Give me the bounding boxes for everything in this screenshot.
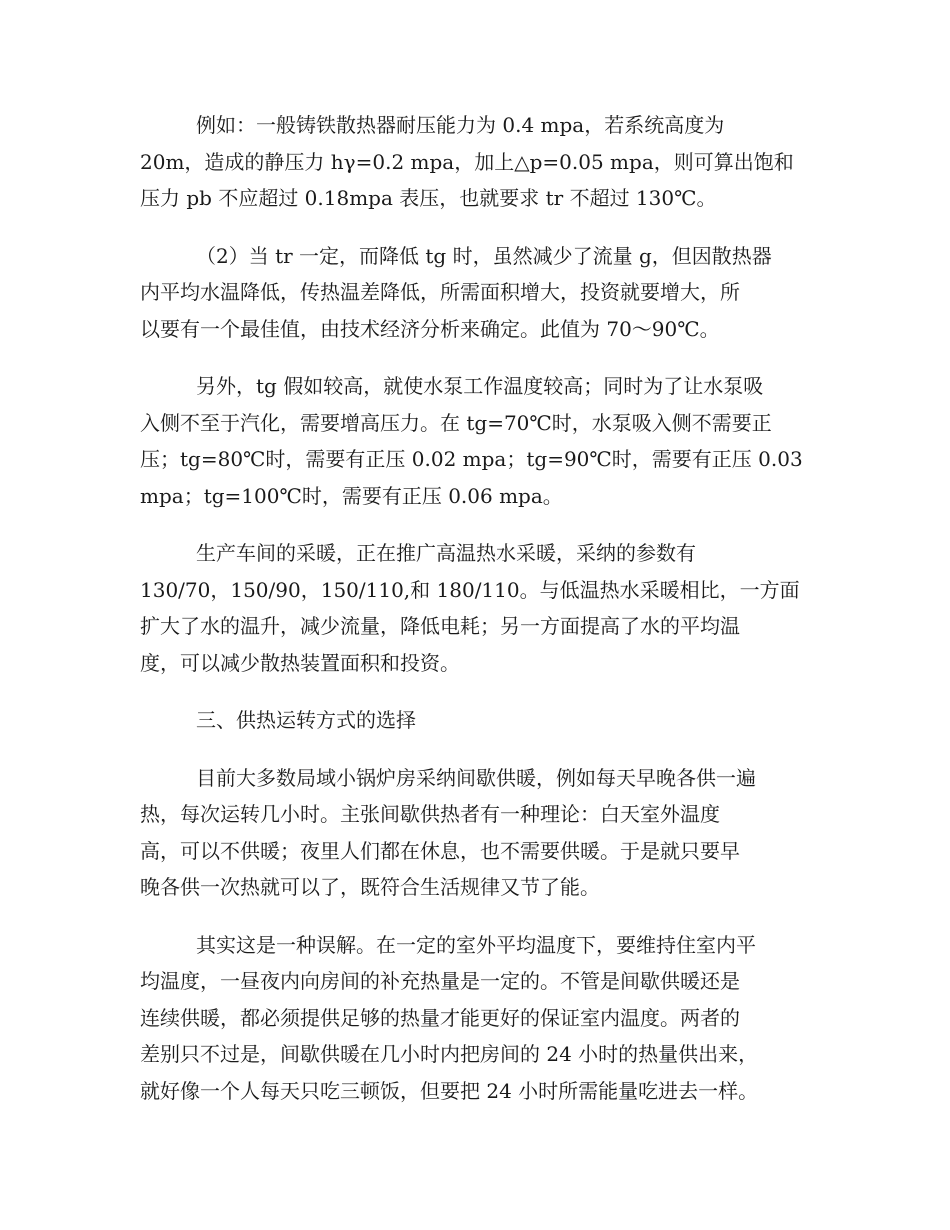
document-body	[140, 107, 812, 1130]
text-line: 目前大多数局域小锅炉房采纳间歇供暖，例如每天早晚各供一遍	[196, 765, 756, 790]
text-line: 生产车间的采暖，正在推广高温热水采暖，采纳的参数有	[196, 541, 696, 565]
text-line: 高，可以不供暖；夜里人们都在休息，也不需要供暖。于是就只要早	[140, 838, 740, 863]
text-line: 扩大了水的温升，减少流量，降低电耗；另一方面提高了水的平均温	[140, 614, 740, 638]
paragraph-intermittent-heating	[140, 760, 812, 906]
text-line: 热，每次运转几小时。主张间歇供热者有一种理论：白天室外温度	[140, 802, 720, 826]
paragraph-tr-constant	[140, 238, 812, 348]
text-line: 就好像一个人每天只吃三顿饭，但要把 24 小时所需能量吃进去一样。	[140, 1078, 759, 1103]
text-line: 以要有一个最佳值，由技术经济分析来确定。此值为 70～90℃。	[140, 316, 720, 341]
section-heading-text: 三、供热运转方式的选择	[196, 708, 416, 732]
text-line: 均温度，一昼夜内向房间的补充热量是一定的。不管是间歇供暖还是	[140, 969, 740, 993]
text-line: 例如：一般铸铁散热器耐压能力为 0.4 mpa，若系统高度为	[196, 113, 725, 137]
text-line: 130/70，150/90，150/110,和 180/110。与低温热水采暖相比，一方面	[140, 577, 800, 602]
text-line: 另外，tg 假如较高，就使水泵工作温度较高；同时为了让水泵吸	[196, 374, 764, 398]
text-line: 差别只不过是，间歇供暖在几小时内把房间的 24 小时的热量供出来，	[140, 1042, 759, 1066]
paragraph-radiator-pressure	[140, 107, 812, 217]
section-heading	[140, 702, 812, 739]
paragraph-high-temp-heating	[140, 535, 812, 681]
text-line: 内平均水温降低，传热温差降低，所需面积增大，投资就要增大，所	[140, 280, 740, 304]
text-line: 20m，造成的静压力 hγ=0.2 mpa，加上△p=0.05 mpa，则可算出饱和	[140, 149, 794, 174]
text-line: 度，可以减少散热装置面积和投资。	[140, 650, 460, 675]
text-line: 其实这是一种误解。在一定的室外平均温度下，要维持住室内平	[196, 932, 756, 957]
text-line: 连续供暖，都必须提供足够的热量才能更好的保证室内温度。两者的	[140, 1005, 740, 1030]
paragraph-misunderstanding	[140, 927, 812, 1110]
text-line: 压；tg=80℃时，需要有正压 0.02 mpa；tg=90℃时，需要有正压 0.03	[140, 447, 803, 471]
text-line: 入侧不至于汽化，需要增高压力。在 tg=70℃时，水泵吸入侧不需要正	[140, 410, 772, 435]
text-line: 压力 pb 不应超过 0.18mpa 表压，也就要求 tr 不超过 130℃。	[140, 186, 717, 210]
text-line: （2）当 tr 一定，而降低 tg 时，虽然减少了流量 g，但因散热器	[196, 243, 772, 268]
paragraph-pump-pressure	[140, 368, 812, 514]
text-line: 晚各供一次热就可以了，既符合生活规律又节了能。	[140, 875, 600, 899]
text-line: mpa；tg=100℃时，需要有正压 0.06 mpa。	[140, 483, 563, 508]
